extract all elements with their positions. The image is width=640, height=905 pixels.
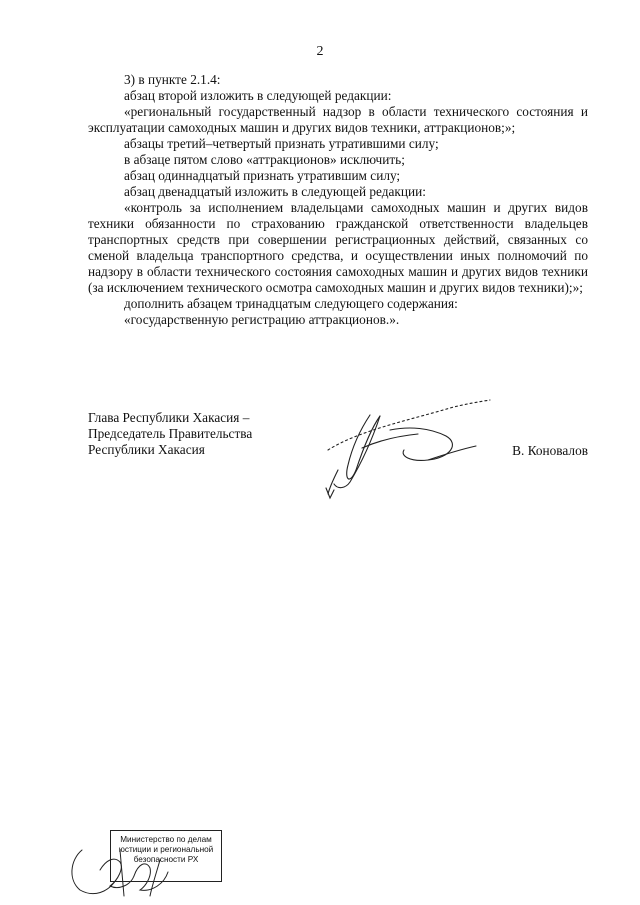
document-body <box>88 72 588 328</box>
signatory-title-line: Республики Хакасия <box>88 442 205 457</box>
point-heading: 3) в пункте 2.1.4: <box>124 72 221 87</box>
stamp-line: юстиции и региональной <box>118 845 214 854</box>
stamp-box <box>110 830 222 882</box>
signatory-title-line: Председатель Правительства <box>88 426 253 441</box>
paragraph-instruction-3: в абзаце пятом слово «аттракционов» исключить; <box>124 152 405 167</box>
stamp-line: безопасности РХ <box>133 855 199 864</box>
stamp-line: Министерство по делам <box>120 835 212 844</box>
signatory-title-line: Глава Республики Хакасия – <box>88 410 250 425</box>
paragraph-instruction-2: абзацы третий–четвертый признать утратившими силу; <box>124 136 439 151</box>
paragraph-instruction-1: абзац второй изложить в следующей редакции: <box>124 88 392 103</box>
registration-stamp <box>60 820 230 900</box>
handwritten-signature <box>300 390 500 510</box>
paragraph-instruction-4: абзац одиннадцатый признать утратившим силу; <box>124 168 401 183</box>
signatory-name: В. Коновалов <box>512 443 588 458</box>
paragraph-quote-1: «региональный государственный надзор в области технического состояния и эксплуатации самоходных машин и других видов техники, аттракционов;»; <box>88 104 588 135</box>
paragraph-instruction-6: дополнить абзацем тринадцатым следующего содержания: <box>124 296 458 311</box>
paragraph-quote-2: «контроль за исполнением владельцами самоходных машин и других видов техники обязанности по страхованию гражданской ответственности владельцев транспортных средств при совершении регистрационных действий, связанных со сменой владельца транспортного средства, и осуществлении иных полномочий по надзору в области технического состояния самоходных машин и других видов техники (за исключением технического осмотра самоходных машин и других видов техники);»; <box>88 200 588 295</box>
paragraph-quote-3: «государственную регистрацию аттракционов.». <box>124 312 400 327</box>
paragraph-instruction-5: абзац двенадцатый изложить в следующей редакции: <box>124 184 426 199</box>
page-number: 2 <box>316 44 324 59</box>
